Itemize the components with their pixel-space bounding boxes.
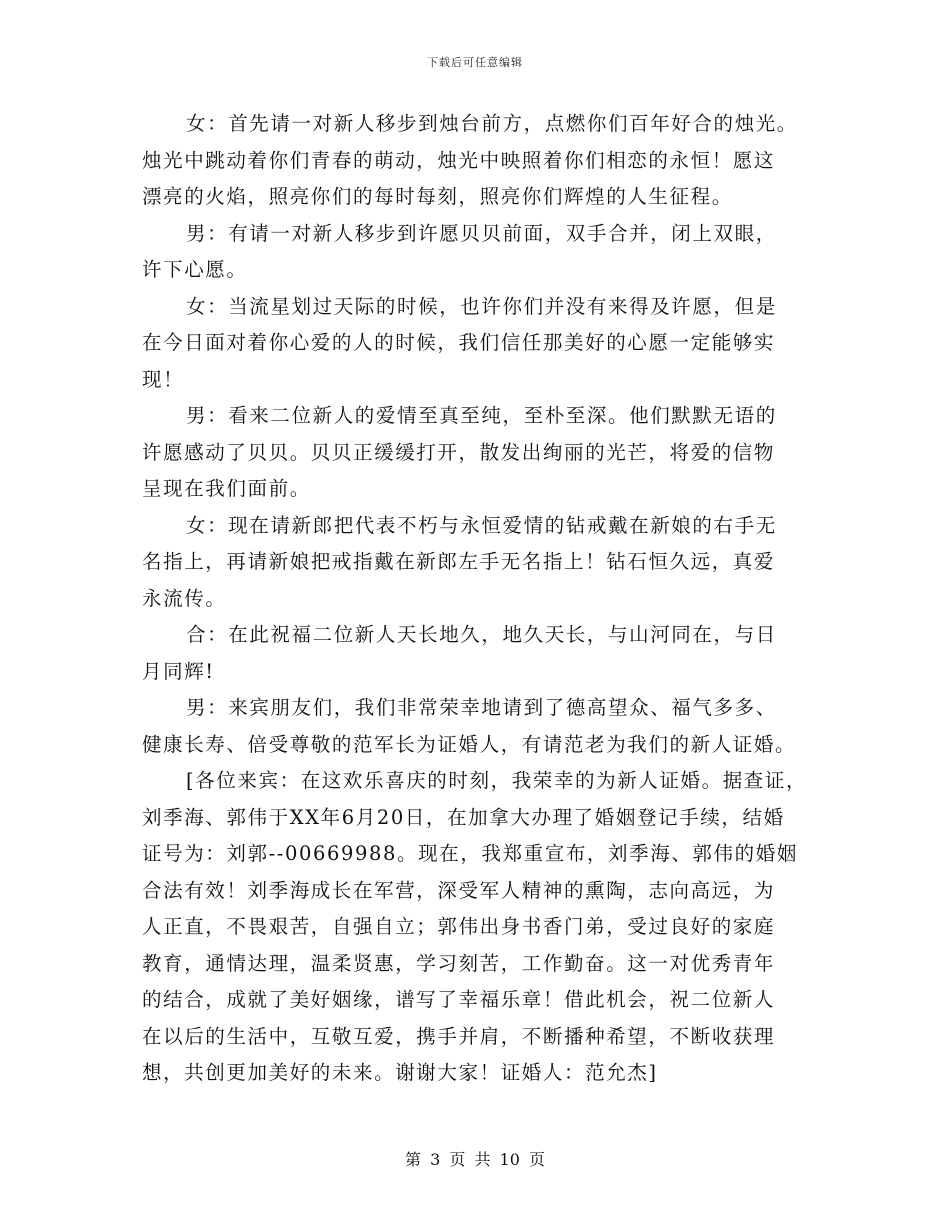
text-line: 许愿感动了贝贝。贝贝正缓缓打开，散发出绚丽的光芒，将爱的信物	[142, 440, 776, 464]
text-line: 永流传。	[142, 586, 227, 610]
text-line: 合法有效！刘季海成长在军营，深受军人精神的熏陶，志向高远，为	[142, 878, 776, 902]
page-header: 下载后可任意编辑	[427, 56, 523, 69]
text-line: 想，共创更加美好的未来。谢谢大家！证婚人：范允杰]	[142, 1061, 658, 1084]
text-line: [各位来宾：在这欢乐喜庆的时刻，我荣幸的为新人证婚。据查证，	[186, 769, 808, 792]
text-line: 现！	[142, 367, 185, 391]
document-body	[142, 106, 832, 1092]
text-line: 男：来宾朋友们，我们非常荣幸地请到了德高望众、福气多多、	[186, 696, 777, 719]
text-line: 证号为：刘郭--00669988。现在，我郑重宣布，刘季海、郭伟的婚姻	[142, 842, 798, 865]
text-line: 教育，通情达理，温柔贤惠，学习刻苦，工作勤奋。这一对优秀青年	[142, 951, 776, 975]
text-line: 烛光中跳动着你们青春的萌动，烛光中映照着你们相恋的永恒！愿这	[142, 148, 776, 172]
text-line: 刘季海、郭伟于XX年6月20日，在加拿大办理了婚姻登记手续，结婚	[142, 805, 785, 829]
text-line: 男：有请一对新人移步到许愿贝贝前面，双手合并，闭上双眼，	[186, 221, 777, 245]
text-line: 健康长寿、倍受尊敬的范军长为证婚人，有请范老为我们的新人证婚。	[142, 732, 797, 756]
text-line: 女：首先请一对新人移步到烛台前方，点燃你们百年好合的烛光。	[186, 112, 798, 135]
text-line: 呈现在我们面前。	[142, 477, 311, 500]
page-number-footer: 第 3 页 共 10 页	[405, 1150, 545, 1169]
text-line: 名指上，再请新娘把戒指戴在新郎左手无名指上！钻石恒久远，真爱	[142, 550, 776, 573]
text-line: 漂亮的火焰，照亮你们的每时每刻，照亮你们辉煌的人生征程。	[142, 185, 733, 208]
text-line: 在今日面对着你心爱的人的时候，我们信任那美好的心愿一定能够实	[142, 331, 776, 354]
text-line: 女：现在请新郎把代表不朽与永恒爱情的钻戒戴在新娘的右手无	[186, 513, 777, 537]
text-line: 男：看来二位新人的爱情至真至纯，至朴至深。他们默默无语的	[186, 404, 777, 427]
text-line: 人正直，不畏艰苦，自强自立；郭伟出身书香门弟，受过良好的家庭	[142, 915, 776, 938]
text-line: 的结合，成就了美好姻缘，谱写了幸福乐章！借此机会，祝二位新人	[142, 988, 776, 1011]
text-line: 许下心愿。	[142, 258, 248, 281]
text-line: 月同辉!	[142, 659, 215, 683]
text-line: 女：当流星划过天际的时候，也许你们并没有来得及许愿，但是	[186, 294, 777, 318]
text-line: 合：在此祝福二位新人天长地久，地久天长，与山河同在，与日	[186, 623, 777, 646]
text-line: 在以后的生活中，互敬互爱，携手并肩，不断播种希望，不断收获理	[142, 1024, 776, 1048]
